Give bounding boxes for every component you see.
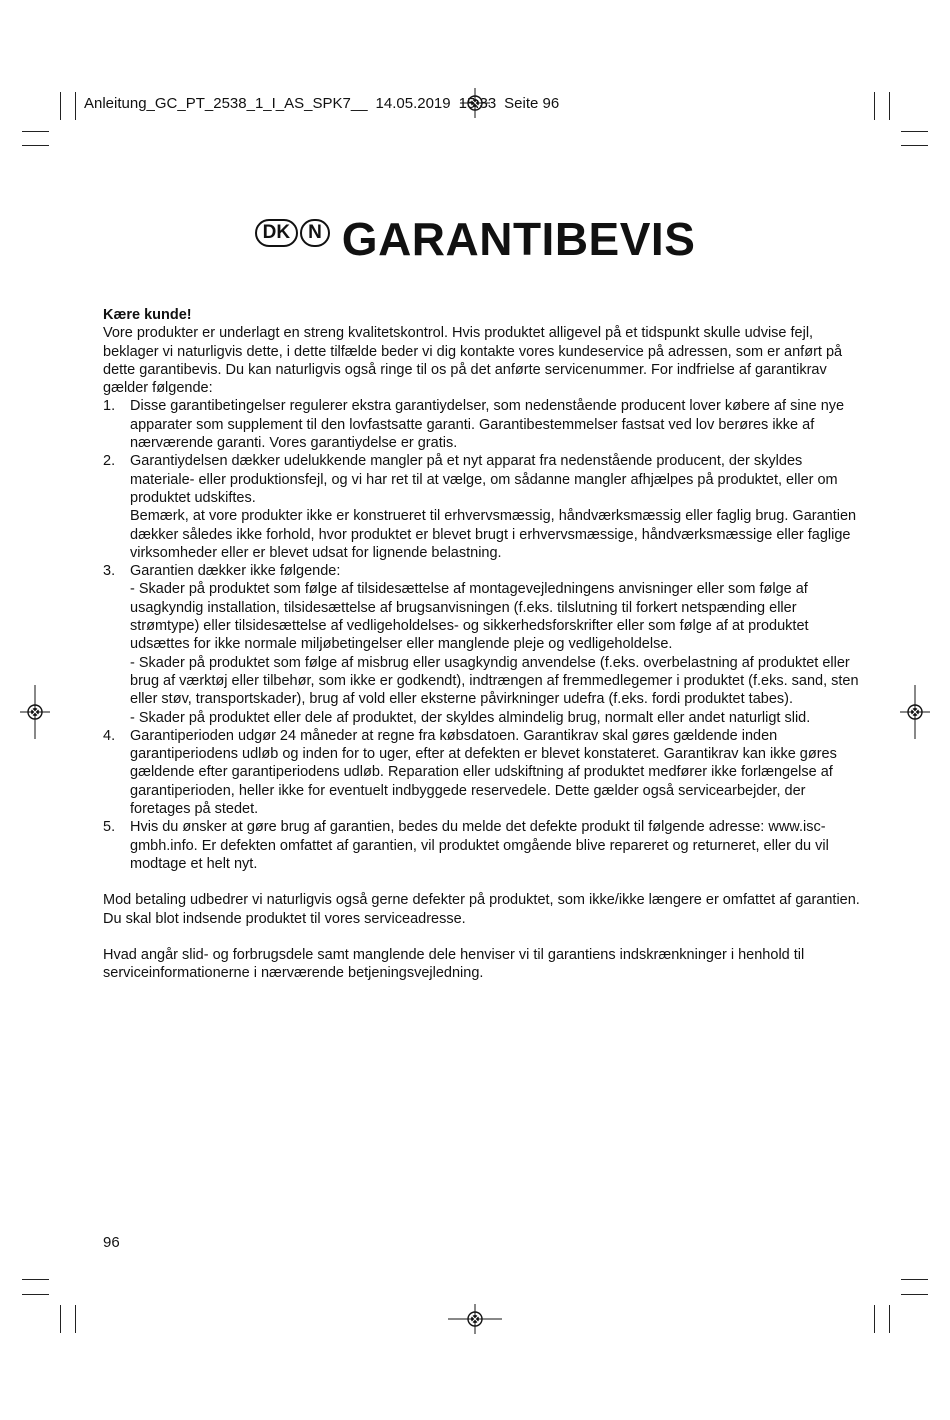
list-item-text: Garantiperioden udgør 24 måneder at regne fra købsdatoen. Garantikrav skal gøres gældende inden garantiperiodens udløb og inden for to uger, efter at defekten er blevet konstateret. Garantikrav kan ikke gøres gældende efter garantiperiodens udløb. Reparation eller udskiftning af produktet medfører ikke forlængelse af garantiperioden, heller ikke for eventuelt indbyggede reservedele. Dette gælder også servicearbejder, der foretages på stedet. bbox=[130, 727, 837, 818]
list-item bbox=[103, 397, 863, 452]
list-item-text: Disse garantibetingelser regulerer ekstra garantiydelser, som nedenstående producent lover købere af sine nye apparater som supplement til den lovfastsatte garanti. Garantibestemmelser fastsat ved lov berøres ikke af nærværende garanti. Vores garantiydelse er gratis. bbox=[130, 398, 845, 452]
crop-mark-bottom-right-4 bbox=[889, 1305, 890, 1333]
crop-mark-bottom-left-1 bbox=[22, 1279, 49, 1280]
list-item-text: Garantien dækker ikke følgende: bbox=[130, 563, 341, 580]
spacer bbox=[103, 873, 863, 891]
list-item-text: Garantiydelsen dækker udelukkende mangler på et nyt apparat fra nedenstående producent, der skyldes materiale- eller produktionsfejl, og vi har ret til at vælge, om sådanne mangler afhjælpes på produktet, eller om produktet udskiftes. bbox=[130, 453, 838, 506]
header-page: Seite 96 bbox=[504, 95, 560, 112]
header-date: 14.05.2019 bbox=[375, 95, 451, 112]
crop-mark-top-left-1 bbox=[60, 92, 61, 120]
crop-mark-top-left-3 bbox=[22, 131, 49, 132]
crop-mark-bottom-right-1 bbox=[901, 1279, 928, 1280]
conditions-list bbox=[103, 397, 863, 873]
crop-mark-bottom-right-3 bbox=[874, 1305, 875, 1333]
list-item-text: Hvis du ønsker at gøre brug af garantien, bedes du melde det defekte produkt til følgende adresse: www.isc-gmbh.info. Er defekten omfattet af garantien, vil produktet omgående blive repareret og returneret, eller du vil modtage et helt nyt. bbox=[130, 819, 829, 872]
crop-mark-bottom-right-2 bbox=[901, 1294, 928, 1295]
country-badge-dk: DK bbox=[255, 219, 298, 247]
registration-mark-right-icon bbox=[900, 685, 930, 739]
crop-mark-bottom-left-2 bbox=[22, 1294, 49, 1295]
crop-mark-bottom-left-3 bbox=[60, 1305, 61, 1333]
registration-mark-bottom-icon bbox=[448, 1304, 502, 1334]
list-item-text: Bemærk, at vore produkter ikke er konstrueret til erhvervsmæssig, håndværksmæssig eller faglig brug. Garantien dækker således ikke forhold, hvor produktet er blevet brugt i erhvervsmæssige, håndværksmæssige eller faglige virksomheder eller er blevet udsat for lignende belastning. bbox=[130, 508, 857, 561]
country-badge-n: N bbox=[300, 219, 330, 247]
list-item-number: 2. bbox=[103, 453, 116, 470]
list-item-number: 4. bbox=[103, 727, 116, 744]
header-file: Anleitung_GC_PT_2538_1_I_AS_SPK7__ bbox=[84, 95, 368, 112]
page-title: GARANTIBEVIS bbox=[341, 213, 696, 265]
warranty-body bbox=[103, 306, 863, 982]
list-item bbox=[103, 727, 863, 818]
payment-paragraph: Mod betaling udbedrer vi naturligvis også gerne defekter på produktet, som ikke/ikke længere er omfattet af garantien. Du skal blot indsende produktet til vores serviceadresse. bbox=[103, 892, 860, 927]
list-item-text: - Skader på produktet som følge af tilsidesættelse af montagevejledningens anvisninger eller som følge af usagkyndig installation, tilsidesættelse af brugsanvisningen (f.eks. tilslutning til forkert netspænding eller strømtype) eller tilsidesættelse af vedligeholdelses- og sikkerhedsforskrifter eller som følge af at produktet udsættes for ikke normale miljøbetingelser eller manglende pleje og vedligeholdelse. bbox=[130, 581, 809, 653]
page-title-block bbox=[0, 212, 950, 266]
crop-mark-top-right-4 bbox=[901, 145, 928, 146]
list-item-text: - Skader på produktet eller dele af produktet, der skyldes almindelig brug, normalt eller andet naturligt slid. bbox=[130, 709, 811, 726]
list-item bbox=[103, 452, 863, 562]
list-item bbox=[103, 818, 863, 873]
list-item bbox=[103, 562, 863, 727]
crop-mark-top-right-2 bbox=[889, 92, 890, 120]
crop-mark-top-left-4 bbox=[22, 145, 49, 146]
crop-mark-top-right-3 bbox=[901, 131, 928, 132]
greeting: Kære kunde! bbox=[103, 307, 192, 323]
list-item-number: 3. bbox=[103, 563, 116, 580]
intro-paragraph: Vore produkter er underlagt en streng kvalitetskontrol. Hvis produktet alligevel på et tidspunkt skulle udvise fejl, beklager vi naturligvis dette, i dette tilfælde beder vi dig kontakte vores kundeservice på adressen, som er anført på dette garantibevis. Du kan naturligvis også ringe til os på det anførte servicenummer. For indfrielse af garantikrav gælder følgende: bbox=[103, 325, 843, 397]
list-item-number: 1. bbox=[103, 398, 116, 415]
wear-parts-paragraph: Hvad angår slid- og forbrugsdele samt manglende dele henviser vi til garantiens indskrænkninger i henhold til serviceinformationerne i nærværende betjeningsvejledning. bbox=[103, 946, 805, 982]
spacer bbox=[103, 928, 863, 946]
header-time: 15:33 bbox=[458, 95, 497, 112]
registration-mark-left-icon bbox=[20, 685, 50, 739]
crop-mark-bottom-left-4 bbox=[75, 1305, 76, 1333]
crop-mark-top-left-2 bbox=[75, 92, 76, 120]
crop-mark-top-right-1 bbox=[874, 92, 875, 120]
list-item-text: - Skader på produktet som følge af misbrug eller usagkyndig anvendelse (f.eks. overbelastning af produktet eller brug af værktøj eller tilbehør, som ikke er godkendt), indtrængen af fremmedlegemer i produktet (f.eks. sand, sten eller støv, transportskader), brug af vold eller eksterne påvirkninger udefra (f.eks. fordi produktet tabes). bbox=[130, 654, 859, 708]
list-item-number: 5. bbox=[103, 819, 116, 836]
page-number: 96 bbox=[103, 1234, 120, 1251]
print-header bbox=[84, 95, 567, 112]
